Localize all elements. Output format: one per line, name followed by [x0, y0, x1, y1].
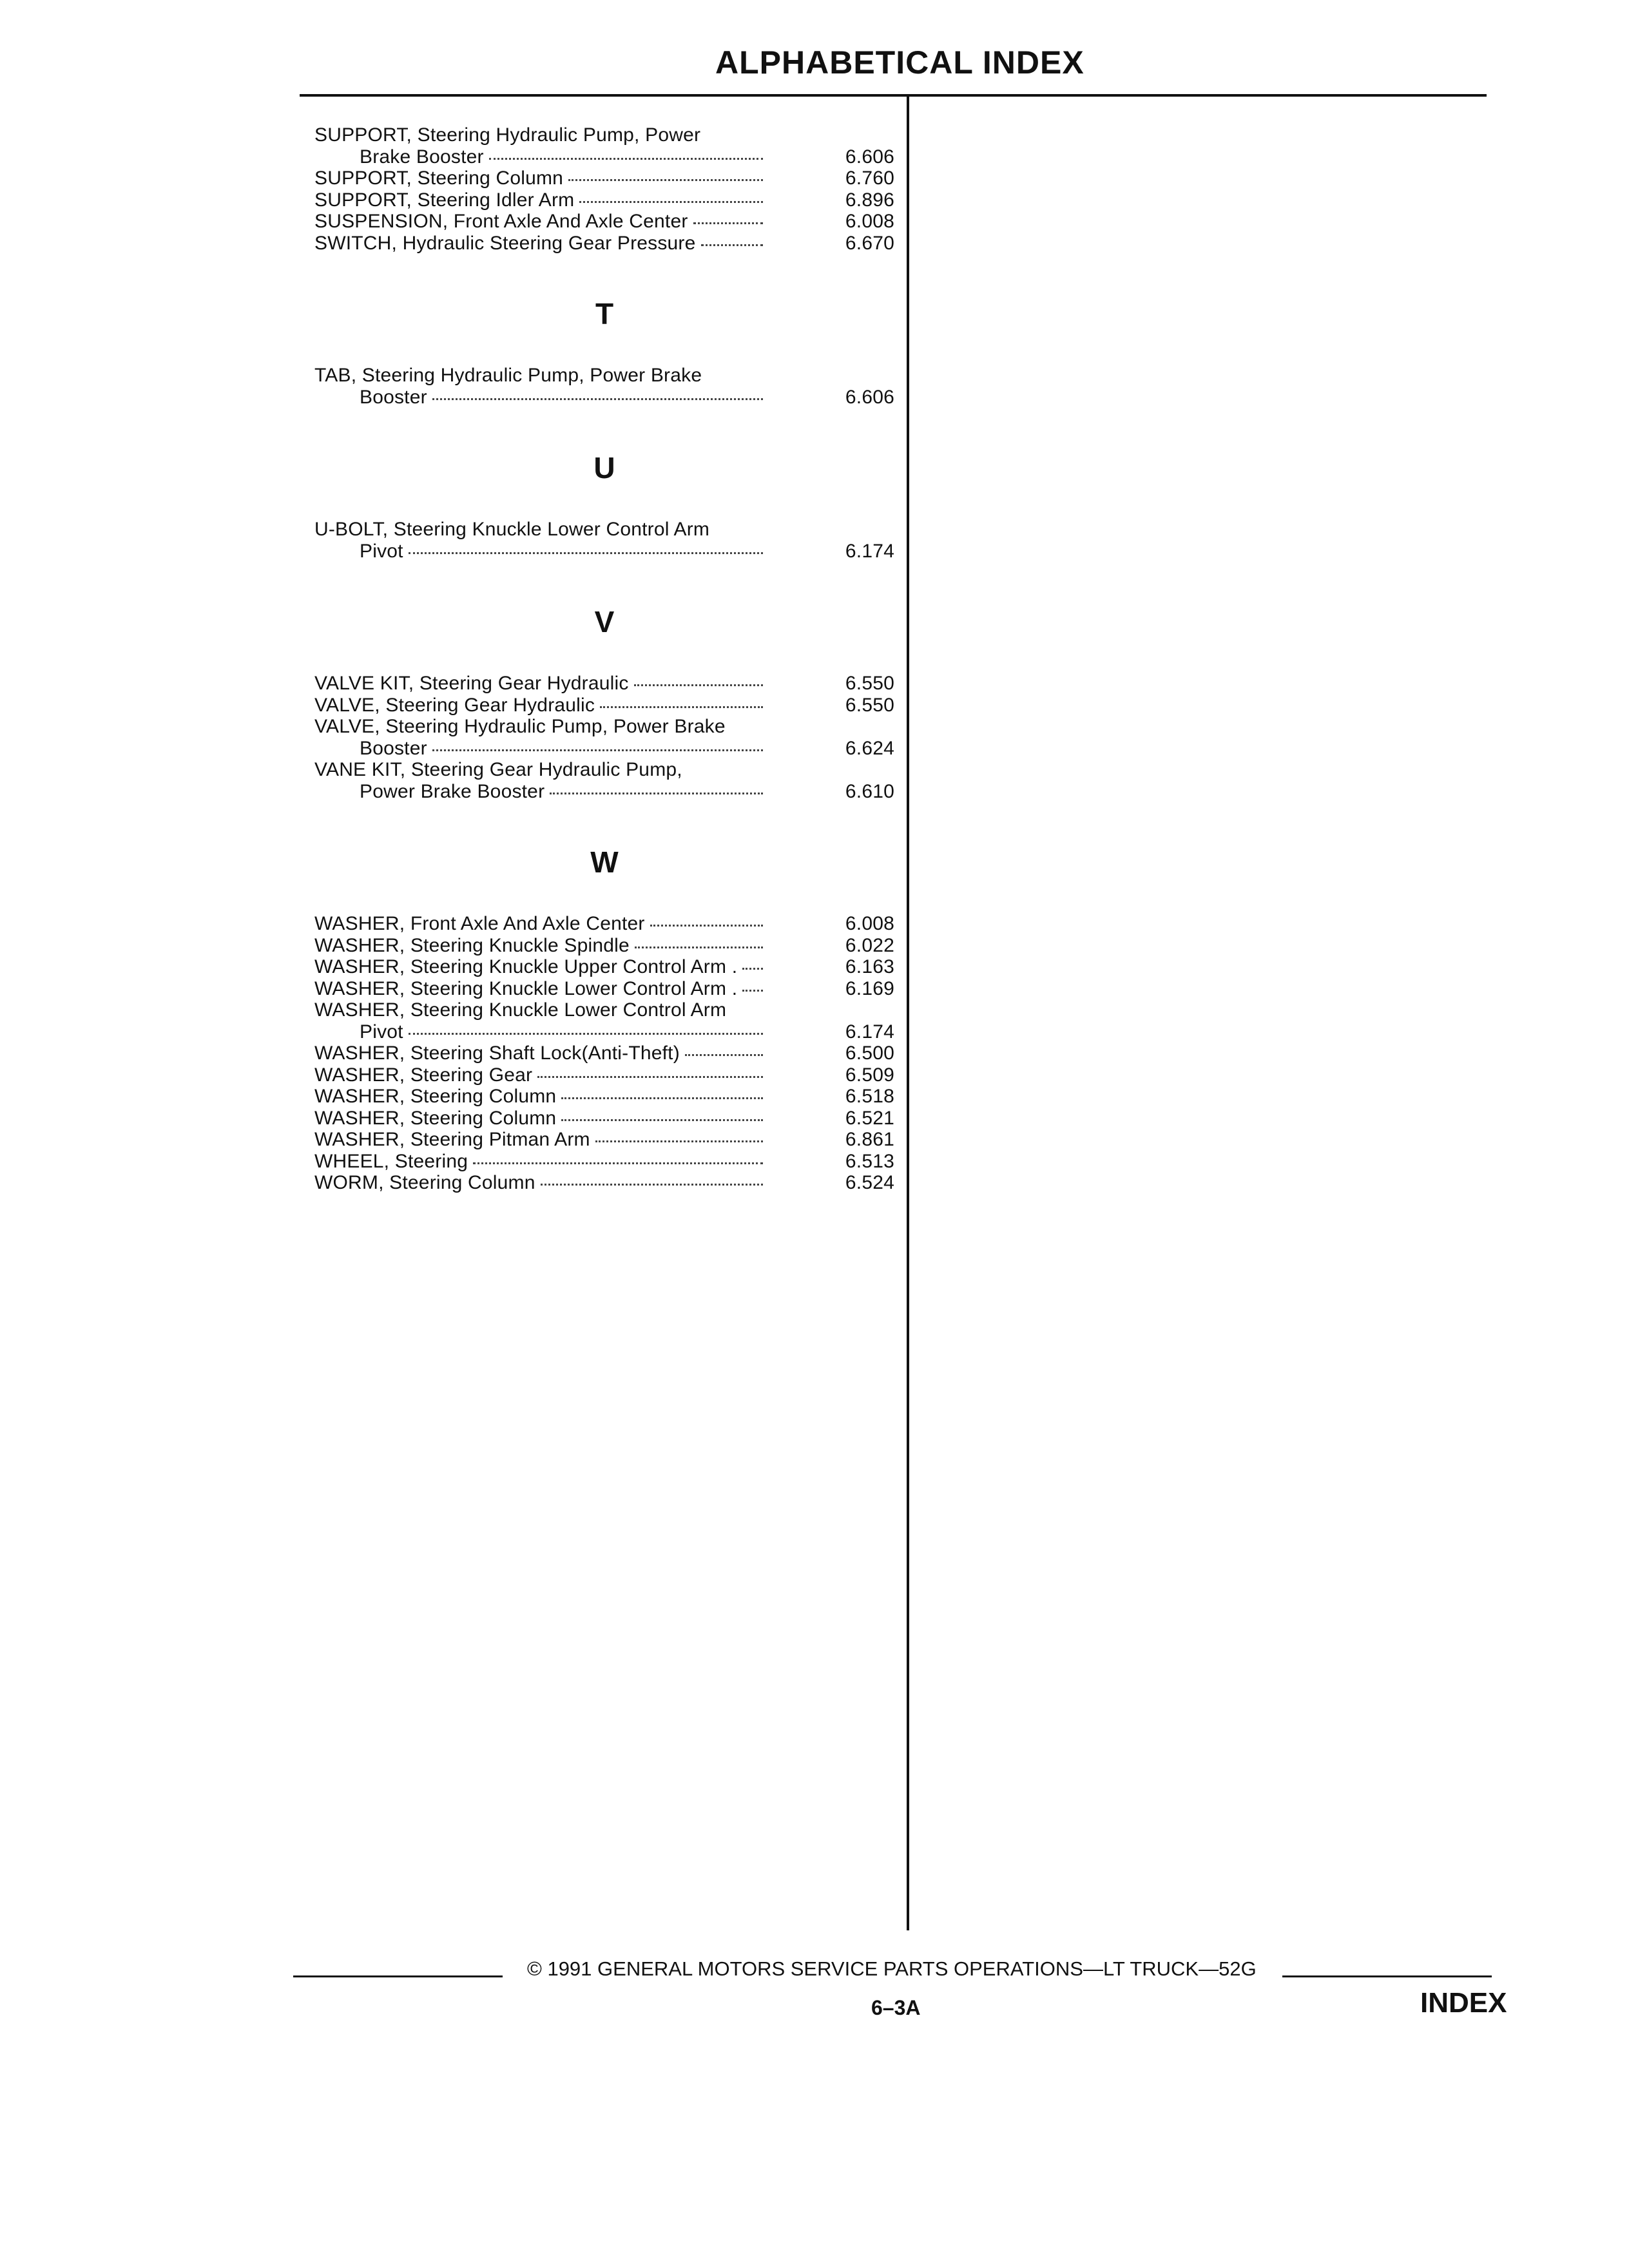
section-letter: T	[595, 297, 614, 331]
entry-text: Brake Booster	[360, 146, 484, 168]
entry-text: WORM, Steering Column	[314, 1172, 535, 1193]
entry-text: Booster	[360, 737, 427, 759]
dot-leader	[409, 1033, 763, 1035]
entry-text: Booster	[360, 386, 427, 408]
index-section	[314, 607, 894, 802]
entry-page-number: 6.509	[845, 1064, 894, 1086]
entry-page-number: 6.550	[845, 673, 894, 694]
entry-page-number: 6.169	[845, 977, 894, 999]
entry-text: WASHER, Steering Gear	[314, 1064, 533, 1086]
dot-leader	[541, 1184, 763, 1186]
entry-text: WHEEL, Steering	[314, 1150, 468, 1172]
dot-leader	[600, 706, 763, 708]
index-entry	[314, 716, 894, 759]
entry-page-number: 6.524	[845, 1172, 894, 1193]
page-title: ALPHABETICAL INDEX	[715, 44, 1084, 81]
index-entry	[314, 1172, 894, 1194]
index-section	[314, 299, 894, 408]
index-entry	[314, 519, 894, 562]
entry-page-number: 6.610	[845, 780, 894, 802]
entry-text: Power Brake Booster	[360, 780, 545, 802]
footer-copyright: © 1991 GENERAL MOTORS SERVICE PARTS OPERATIONS—LT TRUCK—52G	[527, 1957, 1257, 1980]
dot-leader	[550, 793, 763, 794]
entry-text: U-BOLT, Steering Knuckle Lower Control Arm	[314, 519, 710, 540]
dot-leader	[634, 684, 763, 686]
entry-page-number: 6.624	[845, 737, 894, 759]
index-section	[314, 453, 894, 562]
entry-text: Pivot	[360, 1021, 403, 1043]
entry-text: WASHER, Steering Knuckle Lower Control Arm .	[314, 977, 738, 999]
entry-text: TAB, Steering Hydraulic Pump, Power Brake	[314, 365, 702, 386]
entry-page-number: 6.174	[845, 1021, 894, 1043]
entry-text: Pivot	[360, 540, 403, 562]
dot-leader	[650, 925, 763, 927]
header-rule	[300, 94, 1487, 97]
dot-leader	[409, 552, 763, 554]
entry-page-number: 6.174	[845, 540, 894, 562]
footer-rule-left	[293, 1975, 503, 1977]
entry-text: WASHER, Steering Column	[314, 1107, 557, 1129]
entry-text: SUPPORT, Steering Column	[314, 168, 564, 189]
entry-text: VALVE, Steering Gear Hydraulic	[314, 694, 595, 716]
entry-text: SUSPENSION, Front Axle And Axle Center	[314, 211, 688, 232]
index-entry	[314, 1129, 894, 1151]
footer-rule-right	[1282, 1975, 1492, 1977]
dot-leader	[579, 201, 763, 203]
index-entry	[314, 233, 894, 255]
index-entry	[314, 673, 894, 695]
index-column	[314, 124, 894, 1194]
entry-page-number: 6.513	[845, 1150, 894, 1172]
dot-leader	[561, 1097, 763, 1099]
index-entry	[314, 1086, 894, 1108]
index-section	[314, 124, 894, 254]
column-divider	[907, 95, 909, 1930]
index-entry	[314, 1064, 894, 1086]
entry-text: WASHER, Steering Shaft Lock(Anti-Theft)	[314, 1043, 680, 1064]
index-entry	[314, 1108, 894, 1129]
dot-leader	[595, 1140, 763, 1142]
dot-leader	[568, 179, 763, 181]
entry-page-number: 6.518	[845, 1086, 894, 1107]
index-entry	[314, 978, 894, 1000]
entry-text: SWITCH, Hydraulic Steering Gear Pressure	[314, 232, 696, 254]
dot-leader	[693, 222, 763, 224]
entry-text: WASHER, Steering Column	[314, 1086, 557, 1107]
entry-page-number: 6.022	[845, 934, 894, 956]
index-entry	[314, 211, 894, 233]
index-section	[314, 847, 894, 1194]
dot-leader	[432, 398, 763, 400]
dot-leader	[489, 158, 763, 160]
entry-text: SUPPORT, Steering Hydraulic Pump, Power	[314, 124, 701, 146]
index-entry	[314, 999, 894, 1043]
entry-text: VALVE KIT, Steering Gear Hydraulic	[314, 673, 629, 694]
entry-page-number: 6.521	[845, 1107, 894, 1129]
entry-page-number: 6.163	[845, 956, 894, 977]
section-letter: W	[590, 845, 619, 879]
index-entry	[314, 168, 894, 189]
entry-text: WASHER, Steering Knuckle Spindle	[314, 934, 630, 956]
entry-text: WASHER, Steering Pitman Arm	[314, 1129, 590, 1150]
entry-text: WASHER, Front Axle And Axle Center	[314, 913, 645, 934]
dot-leader	[685, 1054, 763, 1056]
entry-page-number: 6.670	[845, 232, 894, 254]
entry-text: WASHER, Steering Knuckle Lower Control Arm	[314, 999, 727, 1021]
entry-page-number: 6.008	[845, 913, 894, 934]
entry-page-number: 6.606	[845, 146, 894, 168]
entry-page-number: 6.606	[845, 386, 894, 408]
dot-leader	[473, 1162, 763, 1164]
index-entry	[314, 365, 894, 408]
entry-text: VANE KIT, Steering Gear Hydraulic Pump,	[314, 759, 682, 780]
footer-section-label: INDEX	[1420, 1987, 1507, 2019]
index-entry	[314, 913, 894, 935]
dot-leader	[742, 968, 763, 970]
dot-leader	[561, 1119, 763, 1121]
index-entry	[314, 1151, 894, 1173]
entry-text: SUPPORT, Steering Idler Arm	[314, 189, 575, 211]
dot-leader	[537, 1076, 763, 1078]
entry-text: WASHER, Steering Knuckle Upper Control Arm .	[314, 956, 738, 977]
entry-page-number: 6.760	[845, 168, 894, 189]
index-entry	[314, 124, 894, 168]
dot-leader	[701, 244, 763, 246]
dot-leader	[742, 990, 763, 992]
index-entry	[314, 759, 894, 802]
index-entry	[314, 935, 894, 957]
entry-page-number: 6.861	[845, 1129, 894, 1150]
dot-leader	[635, 947, 763, 948]
dot-leader	[432, 749, 763, 751]
footer-page-number: 6–3A	[871, 1996, 921, 2019]
entry-page-number: 6.008	[845, 211, 894, 232]
section-letter: V	[594, 605, 615, 639]
index-entry	[314, 956, 894, 978]
section-letter: U	[593, 451, 615, 485]
index-entry	[314, 1043, 894, 1064]
entry-text: VALVE, Steering Hydraulic Pump, Power Brake	[314, 716, 726, 737]
index-entry	[314, 695, 894, 716]
entry-page-number: 6.896	[845, 189, 894, 211]
entry-page-number: 6.500	[845, 1043, 894, 1064]
entry-page-number: 6.550	[845, 694, 894, 716]
index-entry	[314, 189, 894, 211]
